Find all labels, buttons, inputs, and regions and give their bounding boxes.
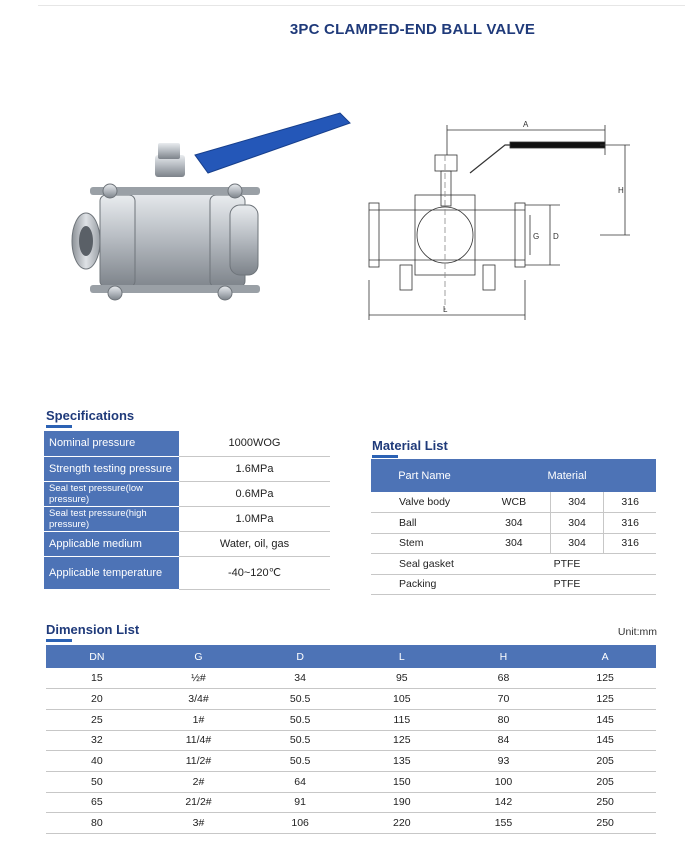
dimension-list-heading: Dimension List — [46, 622, 139, 642]
table-header-row — [46, 645, 656, 668]
table-row — [371, 492, 656, 513]
dimension-cell: 70 — [453, 689, 555, 710]
dimension-cell: 1# — [148, 709, 250, 730]
page-title: 3PC CLAMPED-END BALL VALVE — [289, 21, 536, 38]
dimension-cell: 3/4# — [148, 689, 250, 710]
dim-label-l: L — [443, 305, 448, 314]
dimension-cell: 80 — [453, 709, 555, 730]
table-row — [46, 792, 656, 813]
table-row — [46, 771, 656, 792]
table-row — [46, 813, 656, 834]
dimension-cell: 50.5 — [249, 689, 351, 710]
dimension-cell: 106 — [249, 813, 351, 834]
spec-label: Applicable medium — [44, 531, 179, 556]
part-name: Seal gasket — [371, 554, 478, 575]
spec-value: 0.6MPa — [179, 481, 330, 506]
table-row — [371, 513, 656, 534]
spec-value: 1000WOG — [179, 431, 330, 456]
dimension-cell: 145 — [554, 709, 656, 730]
dimension-cell: 95 — [351, 668, 453, 689]
dimension-cell: ½# — [148, 668, 250, 689]
column-header-material: Material — [478, 459, 656, 492]
spec-value: Water, oil, gas — [179, 531, 330, 556]
dimension-cell: 125 — [351, 730, 453, 751]
dimension-cell: 25 — [46, 709, 148, 730]
dimension-cell: 250 — [554, 813, 656, 834]
material-list-table — [371, 459, 656, 595]
material-cell: 304 — [550, 533, 604, 554]
dimension-cell: 84 — [453, 730, 555, 751]
part-name: Packing — [371, 574, 478, 595]
dimension-cell: 250 — [554, 792, 656, 813]
table-row — [44, 506, 330, 531]
dimension-cell: 115 — [351, 709, 453, 730]
dim-label-a: A — [523, 120, 529, 129]
spec-value: 1.0MPa — [179, 506, 330, 531]
table-row — [44, 556, 330, 589]
material-cell: PTFE — [478, 574, 656, 595]
table-row — [371, 554, 656, 575]
dimension-cell: 68 — [453, 668, 555, 689]
table-row — [371, 533, 656, 554]
dimension-cell: 80 — [46, 813, 148, 834]
spec-value: -40~120℃ — [179, 556, 330, 589]
table-row — [44, 481, 330, 506]
column-header: DN — [46, 645, 148, 668]
table-row — [46, 689, 656, 710]
dimension-cell: 91 — [249, 792, 351, 813]
dimension-cell: 34 — [249, 668, 351, 689]
dimension-cell: 2# — [148, 771, 250, 792]
dimension-cell: 100 — [453, 771, 555, 792]
column-header: D — [249, 645, 351, 668]
column-header: G — [148, 645, 250, 668]
dimension-cell: 155 — [453, 813, 555, 834]
material-cell: 304 — [550, 492, 604, 513]
material-cell: 316 — [604, 533, 656, 554]
dimension-cell: 50.5 — [249, 751, 351, 772]
dimension-cell: 15 — [46, 668, 148, 689]
unit-label: Unit:mm — [617, 626, 657, 638]
dimension-cell: 145 — [554, 730, 656, 751]
material-cell: 304 — [478, 533, 550, 554]
material-cell: WCB — [478, 492, 550, 513]
part-name: Stem — [371, 533, 478, 554]
column-header: A — [554, 645, 656, 668]
dimension-cell: 135 — [351, 751, 453, 772]
dimension-cell: 93 — [453, 751, 555, 772]
dimension-cell: 21/2# — [148, 792, 250, 813]
dimension-cell: 32 — [46, 730, 148, 751]
dimension-cell: 3# — [148, 813, 250, 834]
column-header: H — [453, 645, 555, 668]
column-header-part: Part Name — [371, 459, 478, 492]
dimension-cell: 205 — [554, 771, 656, 792]
spec-value: 1.6MPa — [179, 456, 330, 481]
specifications-heading: Specifications — [46, 408, 134, 428]
dimension-cell: 105 — [351, 689, 453, 710]
dimension-rows — [46, 668, 656, 834]
part-name: Ball — [371, 513, 478, 534]
dimension-cell: 190 — [351, 792, 453, 813]
table-header-row — [371, 459, 656, 492]
valve-dimension-drawing — [355, 115, 655, 330]
table-row — [46, 751, 656, 772]
dim-label-g: G — [533, 232, 540, 241]
dimension-cell: 20 — [46, 689, 148, 710]
dimension-cell: 142 — [453, 792, 555, 813]
dimension-list-table — [46, 645, 656, 834]
spec-label: Nominal pressure — [44, 431, 179, 456]
dimension-cell: 125 — [554, 668, 656, 689]
table-row — [44, 456, 330, 481]
dimension-cell: 11/2# — [148, 751, 250, 772]
dimension-cell: 150 — [351, 771, 453, 792]
material-cell: 304 — [550, 513, 604, 534]
material-list-heading: Material List — [372, 438, 448, 458]
column-header: L — [351, 645, 453, 668]
table-row — [46, 709, 656, 730]
dimension-cell: 11/4# — [148, 730, 250, 751]
spec-label: Strength testing pressure — [44, 456, 179, 481]
part-name: Valve body — [371, 492, 478, 513]
dimension-cell: 64 — [249, 771, 351, 792]
dim-label-d: D — [553, 232, 559, 241]
top-divider — [38, 5, 685, 6]
dimension-cell: 50.5 — [249, 730, 351, 751]
material-cell: 316 — [604, 513, 656, 534]
material-cell: 304 — [478, 513, 550, 534]
dimension-cell: 50.5 — [249, 709, 351, 730]
specifications-table — [44, 431, 330, 590]
table-row — [46, 730, 656, 751]
table-row — [46, 668, 656, 689]
table-row — [371, 574, 656, 595]
table-row — [44, 431, 330, 456]
spec-label: Seal test pressure(low pressure) — [44, 481, 179, 506]
dimension-cell: 205 — [554, 751, 656, 772]
dimension-cell: 125 — [554, 689, 656, 710]
dimension-cell: 220 — [351, 813, 453, 834]
dimension-cell: 65 — [46, 792, 148, 813]
valve-photo — [60, 95, 360, 325]
material-cell: 316 — [604, 492, 656, 513]
dimension-cell: 40 — [46, 751, 148, 772]
table-row — [44, 531, 330, 556]
spec-label: Applicable temperature — [44, 556, 179, 589]
dimension-cell: 50 — [46, 771, 148, 792]
spec-label: Seal test pressure(high pressure) — [44, 506, 179, 531]
dim-label-h: H — [618, 186, 624, 195]
material-cell: PTFE — [478, 554, 656, 575]
